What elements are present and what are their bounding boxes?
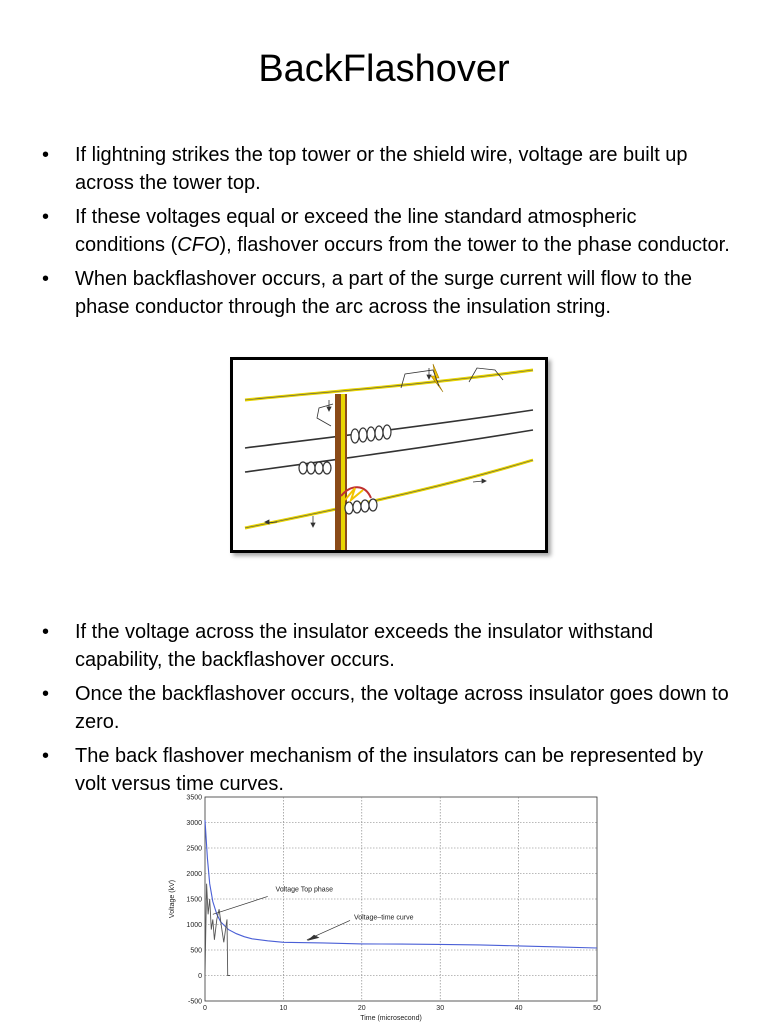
y-tick-label: 0: [198, 973, 202, 980]
volt-time-chart: [160, 788, 610, 1024]
x-tick-label: 10: [279, 1005, 288, 1012]
bullet-text-emphasis: CFO: [177, 234, 220, 256]
bullet-text-post: ), flashover occurs from the tower to the phase conductor.: [219, 234, 730, 256]
y-tick-label: 2000: [186, 871, 202, 878]
y-tick-label: -500: [187, 998, 202, 1006]
bullet-dot: •: [42, 144, 50, 166]
y-axis-label: Voltage (kV): [169, 879, 176, 919]
y-tick-label: 500: [190, 947, 202, 955]
y-tick-label: 2500: [186, 845, 202, 853]
bullet-text-pre: If these voltages equal or exceed the line standard atmospheric conditions (: [75, 206, 637, 256]
bullet-dot: •: [42, 268, 50, 290]
bullet-list-top: [42, 141, 732, 327]
bullet-text: The back flashover mechanism of the insulators can be represented by volt versus time curves.: [75, 745, 704, 795]
x-tick-label: 20: [357, 1005, 366, 1012]
x-tick-label: 40: [514, 1005, 523, 1012]
bullet-text: If lightning strikes the top tower or the shield wire, voltage are built up across the tower top.: [75, 144, 688, 194]
bullet-item: [42, 265, 732, 321]
bullet-item: [42, 680, 732, 736]
slide-title: BackFlashover: [258, 48, 510, 90]
bullet-text: Once the backflashover occurs, the voltage across insulator goes down to zero.: [75, 683, 729, 733]
y-tick-label: 1500: [186, 896, 202, 904]
volt-time-chart-svg: [160, 788, 610, 1024]
annotation-voltage-time-curve: Voltage–time curve: [353, 914, 414, 922]
bullet-dot: •: [42, 683, 50, 705]
tower-diagram-illustration: [233, 360, 545, 550]
bullet-item: [42, 141, 732, 197]
bullet-item: [42, 203, 732, 259]
y-tick-label: 3000: [186, 820, 202, 827]
bullet-dot: •: [42, 621, 50, 643]
tower-diagram: [230, 357, 548, 553]
bullet-list-bottom: [42, 618, 732, 804]
bullet-dot: •: [42, 206, 50, 228]
annotation-voltage-top-phase: Voltage Top phase: [275, 886, 334, 894]
bullet-text: If the voltage across the insulator exceeds the insulator withstand capability, the backflashover occurs.: [75, 621, 654, 671]
bullet-dot: •: [42, 745, 50, 767]
x-tick-label: 0: [203, 1005, 207, 1012]
bullet-item: [42, 618, 732, 674]
x-axis-label: Time (microsecond): [360, 1015, 422, 1022]
x-tick-label: 50: [593, 1005, 601, 1012]
bullet-text: When backflashover occurs, a part of the surge current will flow to the phase conductor through the arc across the insulation string.: [75, 268, 692, 318]
y-tick-label: 1000: [186, 922, 202, 929]
x-tick-label: 30: [436, 1005, 445, 1012]
y-tick-label: 3500: [186, 794, 202, 802]
